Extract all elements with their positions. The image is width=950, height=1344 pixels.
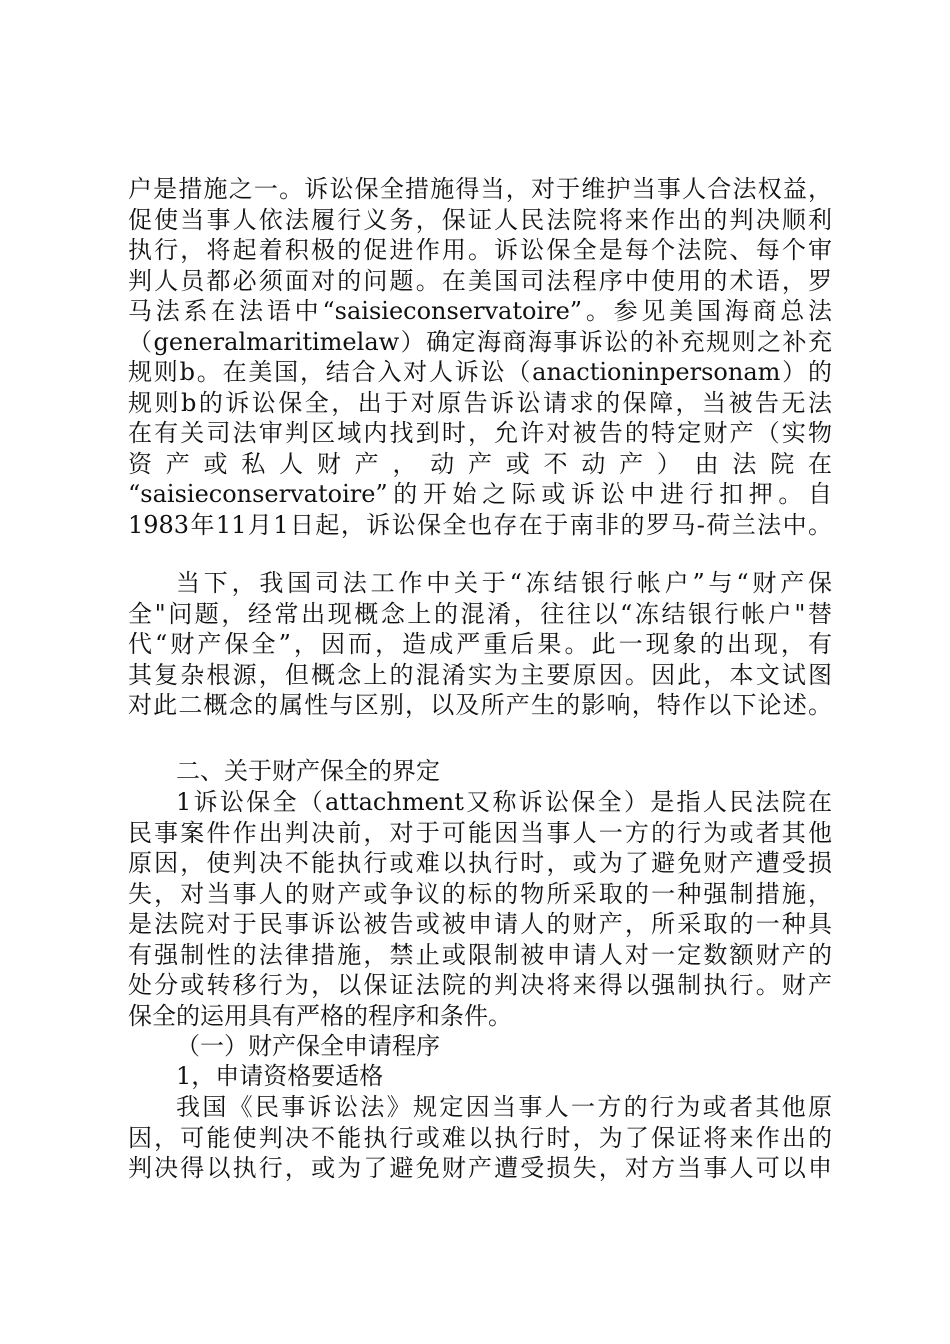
text-line: “saisieconservatoire”的开始之际或诉讼中进行扣押。自 <box>128 480 832 508</box>
paragraph-intro <box>128 568 832 721</box>
text-line: 其复杂根源，但概念上的混淆实为主要原因。因此，本文试图 <box>128 660 832 689</box>
text-line: 规则b。在美国，结合入对人诉讼（anactioninpersonam）的 <box>128 358 832 386</box>
text-line: 促使当事人依法履行义务，保证人民法院将来作出的判决顺利 <box>128 205 832 234</box>
text-line: 代“财产保全”，因而，造成严重后果。此一现象的出现，有 <box>128 630 832 658</box>
text-line: 我国《民事诉讼法》规定因当事人一方的行为或者其他原 <box>176 1093 832 1121</box>
paragraph-law <box>128 1092 832 1184</box>
text-line: 判决得以执行，或为了避免财产遭受损失，对方当事人可以申 <box>128 1154 832 1182</box>
text-line: 因，可能使判决不能执行或难以执行时，为了保证将来作出的 <box>128 1123 832 1152</box>
text-line: 规则b的诉讼保全，出于对原告诉讼请求的保障，当被告无法 <box>128 388 832 417</box>
paragraph-continuation <box>128 174 832 540</box>
subheading-text: （一）财产保全申请程序 <box>176 1032 440 1060</box>
text-line: 原因，使判决不能执行或难以执行时，或为了避免财产遭受损 <box>128 849 832 877</box>
text-line: 对此二概念的属性与区别，以及所产生的影响，特作以下论述。 <box>128 691 832 719</box>
text-line: （generalmaritimelaw）确定海商海事诉讼的补充规则之补充 <box>128 327 832 356</box>
text-line: 处分或转移行为，以保证法院的判决将来得以强制执行。财产 <box>128 971 832 999</box>
text-line: 保全的运用具有严格的程序和条件。 <box>128 1001 512 1030</box>
text-line: 执行，将起着积极的促进作用。诉讼保全是每个法院、每个审 <box>128 236 832 264</box>
text-line: 在有关司法审判区域内找到时，允许对被告的特定财产（实物 <box>128 419 832 447</box>
text-line: 有强制性的法律措施，禁止或限制被申请人对一定数额财产的 <box>128 940 832 969</box>
text-line: 1诉讼保全（attachment又称诉讼保全）是指人民法院在 <box>176 788 832 816</box>
text-line: 民事案件作出判决前，对于可能因当事人一方的行为或者其他 <box>128 818 832 847</box>
text-line: 当下，我国司法工作中关于“冻结银行帐户”与“财产保 <box>176 569 832 597</box>
item-heading <box>128 1061 832 1092</box>
text-line: 判人员都必须面对的问题。在美国司法程序中使用的术语，罗 <box>128 266 832 295</box>
section-heading <box>128 756 832 787</box>
item-heading-text: 1，申请资格要适格 <box>176 1062 384 1090</box>
text-line: 全"问题，经常出现概念上的混淆，往往以“冻结银行帐户"替 <box>128 599 832 628</box>
paragraph-definition <box>128 787 832 1031</box>
text-line: 1983年11月1日起，诉讼保全也存在于南非的罗马-荷兰法中。 <box>128 510 832 539</box>
text-line: 是法院对于民事诉讼被告或被申请人的财产，所采取的一种具 <box>128 910 832 938</box>
text-line: 失，对当事人的财产或争议的标的物所采取的一种强制措施， <box>128 879 832 908</box>
text-line: 资 产 或 私 人 财 产 ， 动 产 或 不 动 产 ） 由 法 院 在 <box>128 449 832 478</box>
text-line: 户是措施之一。诉讼保全措施得当，对于维护当事人合法权益， <box>128 175 832 203</box>
section-heading-text: 二、关于财产保全的界定 <box>176 757 440 785</box>
text-line: 马法系在法语中“saisieconservatoire”。参见美国海商总法 <box>128 297 832 325</box>
subheading <box>128 1031 832 1062</box>
